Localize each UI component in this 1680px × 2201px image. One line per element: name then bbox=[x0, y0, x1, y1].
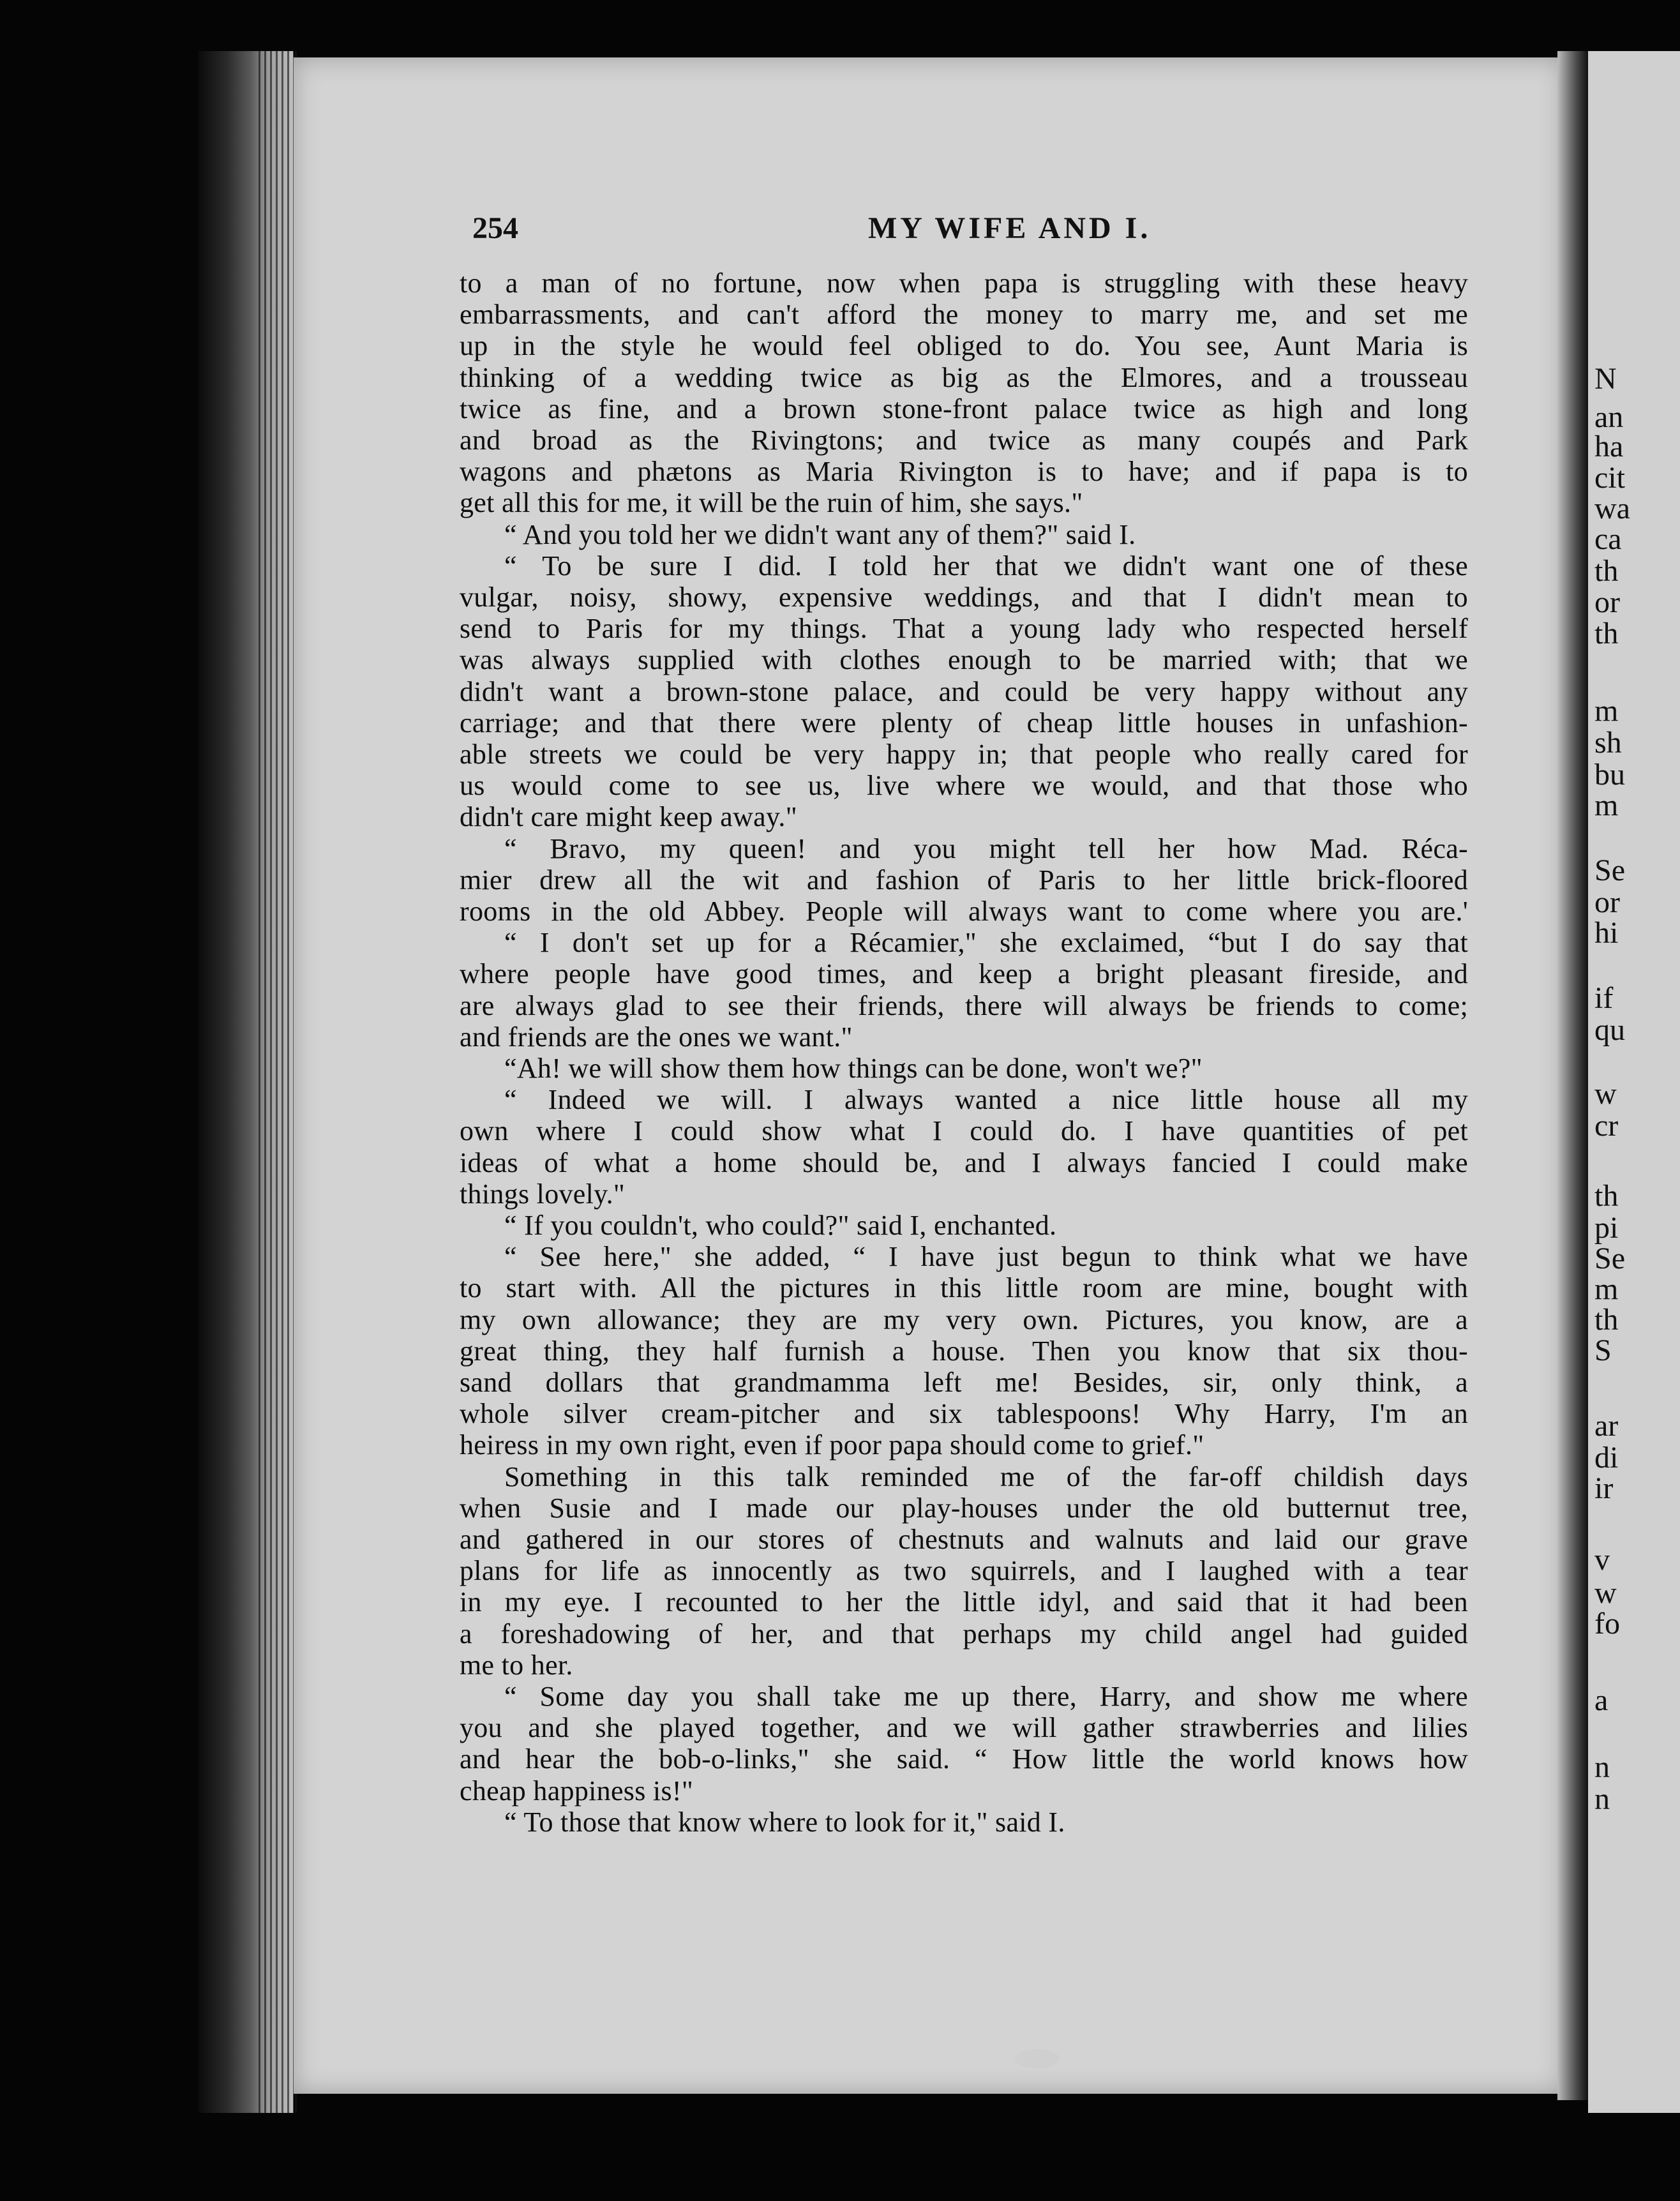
text-line: Something in this talk reminded me of the far-off childish days bbox=[504, 1461, 1468, 1492]
running-title: MY WIFE AND I. bbox=[868, 211, 1151, 245]
text-line: us would come to see us, live where we would, and that those who bbox=[460, 770, 1468, 801]
text-line: whole silver cream-pitcher and six tablespoons! Why Harry, I'm an bbox=[460, 1398, 1468, 1429]
facing-page bbox=[1588, 51, 1680, 2113]
text-line: carriage; and that there were plenty of cheap little houses in unfashion- bbox=[460, 707, 1468, 739]
text-line: a foreshadowing of her, and that perhaps my child angel had guided bbox=[460, 1618, 1468, 1649]
facing-page-fragment: N bbox=[1594, 362, 1617, 396]
text-line: plans for life as innocently as two squirrels, and I laughed with a tear bbox=[460, 1555, 1468, 1586]
text-line: and broad as the Rivingtons; and twice as many coupés and Park bbox=[460, 424, 1468, 456]
facing-page-fragment: bu bbox=[1594, 758, 1625, 792]
text-line: “Ah! we will show them how things can be done, won't we?" bbox=[504, 1053, 1203, 1084]
text-line: own where I could show what I could do. I have quantities of pet bbox=[460, 1115, 1468, 1146]
facing-page-fragment: sh bbox=[1594, 726, 1622, 760]
facing-page-fragment: m bbox=[1594, 788, 1619, 822]
text-line: mier drew all the wit and fashion of Paris to her little brick-floored bbox=[460, 864, 1468, 896]
text-line: “ To be sure I did. I told her that we didn't want one of these bbox=[504, 550, 1468, 582]
facing-page-fragment: ca bbox=[1594, 522, 1622, 556]
facing-page-fragment: or bbox=[1594, 585, 1620, 619]
text-line: “ If you couldn't, who could?" said I, enchanted. bbox=[504, 1210, 1057, 1241]
text-line: “ See here," she added, “ I have just begun to think what we have bbox=[504, 1241, 1468, 1272]
body-text bbox=[460, 268, 1468, 1992]
text-line: cheap happiness is!" bbox=[460, 1775, 694, 1807]
facing-page-fragment: th bbox=[1594, 1303, 1619, 1337]
page-gutter-shadow bbox=[1557, 51, 1589, 2100]
facing-page-fragment: di bbox=[1594, 1441, 1619, 1475]
text-line: “ Bravo, my queen! and you might tell her how Mad. Réca- bbox=[504, 833, 1468, 864]
text-line: send to Paris for my things. That a young lady who respected herself bbox=[460, 613, 1468, 644]
text-line: rooms in the old Abbey. People will always want to come where you are.' bbox=[460, 896, 1468, 927]
text-line: thinking of a wedding twice as big as the Elmores, and a trousseau bbox=[460, 362, 1468, 393]
book-page bbox=[294, 57, 1564, 2094]
text-line: vulgar, noisy, showy, expensive weddings, and that I didn't mean to bbox=[460, 582, 1468, 613]
text-line: great thing, they half furnish a house. Then you know that six thou- bbox=[460, 1335, 1468, 1367]
page-number: 254 bbox=[472, 211, 518, 245]
text-line: heiress in my own right, even if poor papa should come to grief." bbox=[460, 1429, 1204, 1461]
text-line: wagons and phætons as Maria Rivington is to have; and if papa is to bbox=[460, 456, 1468, 487]
text-line: didn't care might keep away." bbox=[460, 801, 797, 832]
text-line: where people have good times, and keep a bright pleasant fireside, and bbox=[460, 958, 1468, 989]
facing-page-fragment: n bbox=[1594, 1782, 1610, 1816]
facing-page-fragment: ar bbox=[1594, 1409, 1619, 1443]
facing-page-fragment: a bbox=[1594, 1683, 1609, 1717]
facing-page-fragment: an bbox=[1594, 400, 1624, 434]
facing-page-fragment: Se bbox=[1594, 1242, 1625, 1275]
facing-page-fragment: cr bbox=[1594, 1109, 1619, 1143]
facing-page-fragment: hi bbox=[1594, 916, 1619, 950]
facing-page-fragment: pi bbox=[1594, 1211, 1619, 1245]
facing-page-fragment: wa bbox=[1594, 492, 1630, 525]
text-line: when Susie and I made our play-houses under the old butternut tree, bbox=[460, 1492, 1468, 1524]
text-line: embarrassments, and can't afford the money to marry me, and set me bbox=[460, 299, 1468, 330]
facing-page-fragment: v bbox=[1594, 1543, 1610, 1577]
text-line: sand dollars that grandmamma left me! Besides, sir, only think, a bbox=[460, 1367, 1468, 1398]
text-line: to a man of no fortune, now when papa is struggling with these heavy bbox=[460, 267, 1468, 299]
facing-page-fragment: qu bbox=[1594, 1013, 1625, 1047]
facing-page-fragment: if bbox=[1594, 981, 1614, 1015]
facing-page-fragment: th bbox=[1594, 554, 1619, 588]
text-line: ideas of what a home should be, and I always fancied I could make bbox=[460, 1147, 1468, 1178]
text-line: things lovely." bbox=[460, 1178, 626, 1210]
text-line: get all this for me, it will be the ruin of him, she says." bbox=[460, 487, 1083, 518]
text-line: in my eye. I recounted to her the little idyl, and said that it had been bbox=[460, 1586, 1468, 1618]
facing-page-fragment: ha bbox=[1594, 430, 1624, 463]
text-line: my own allowance; they are my very own. Pictures, you know, are a bbox=[460, 1304, 1468, 1335]
text-line: and hear the bob-o-links," she said. “ How little the world knows how bbox=[460, 1743, 1468, 1775]
text-line: “ Some day you shall take me up there, Harry, and show me where bbox=[504, 1681, 1468, 1712]
facing-page-fragment: w bbox=[1594, 1077, 1617, 1111]
text-line: “ And you told her we didn't want any of them?" said I. bbox=[504, 519, 1136, 550]
facing-page-fragment: th bbox=[1594, 617, 1619, 650]
facing-page-fragment: w bbox=[1594, 1576, 1617, 1610]
facing-page-fragment: cit bbox=[1594, 461, 1625, 495]
text-line: “ I don't set up for a Récamier," she exclaimed, “but I do say that bbox=[504, 927, 1468, 958]
facing-page-fragment: fo bbox=[1594, 1607, 1620, 1641]
facing-page-fragment: m bbox=[1594, 1272, 1619, 1306]
facing-page-fragment: or bbox=[1594, 885, 1620, 919]
facing-page-fragment: n bbox=[1594, 1750, 1610, 1784]
text-line: and gathered in our stores of chestnuts and walnuts and laid our grave bbox=[460, 1524, 1468, 1555]
text-line: to start with. All the pictures in this little room are mine, bought with bbox=[460, 1272, 1468, 1303]
text-line: up in the style he would feel obliged to do. You see, Aunt Maria is bbox=[460, 330, 1468, 361]
facing-page-fragment: Se bbox=[1594, 853, 1625, 887]
text-line: twice as fine, and a brown stone-front palace twice as high and long bbox=[460, 393, 1468, 424]
text-line: and friends are the ones we want." bbox=[460, 1021, 853, 1053]
text-line: “ To those that know where to look for it," said I. bbox=[504, 1807, 1065, 1838]
paper-speck bbox=[1015, 2049, 1060, 2068]
facing-page-fragment: S bbox=[1594, 1333, 1612, 1367]
text-line: was always supplied with clothes enough to be married with; that we bbox=[460, 644, 1468, 675]
page-header bbox=[294, 211, 1564, 262]
text-line: “ Indeed we will. I always wanted a nice little house all my bbox=[504, 1084, 1468, 1115]
facing-page-fragment: m bbox=[1594, 694, 1619, 728]
text-line: me to her. bbox=[460, 1649, 573, 1681]
facing-page-fragment: th bbox=[1594, 1179, 1619, 1213]
facing-page-fragment: ir bbox=[1594, 1471, 1614, 1505]
text-line: didn't want a brown-stone palace, and could be very happy without any bbox=[460, 676, 1468, 707]
page-stack-edges bbox=[259, 51, 297, 2113]
text-line: able streets we could be very happy in; that people who really cared for bbox=[460, 739, 1468, 770]
text-line: are always glad to see their friends, there will always be friends to come; bbox=[460, 990, 1468, 1021]
text-line: you and she played together, and we will gather strawberries and lilies bbox=[460, 1712, 1468, 1743]
